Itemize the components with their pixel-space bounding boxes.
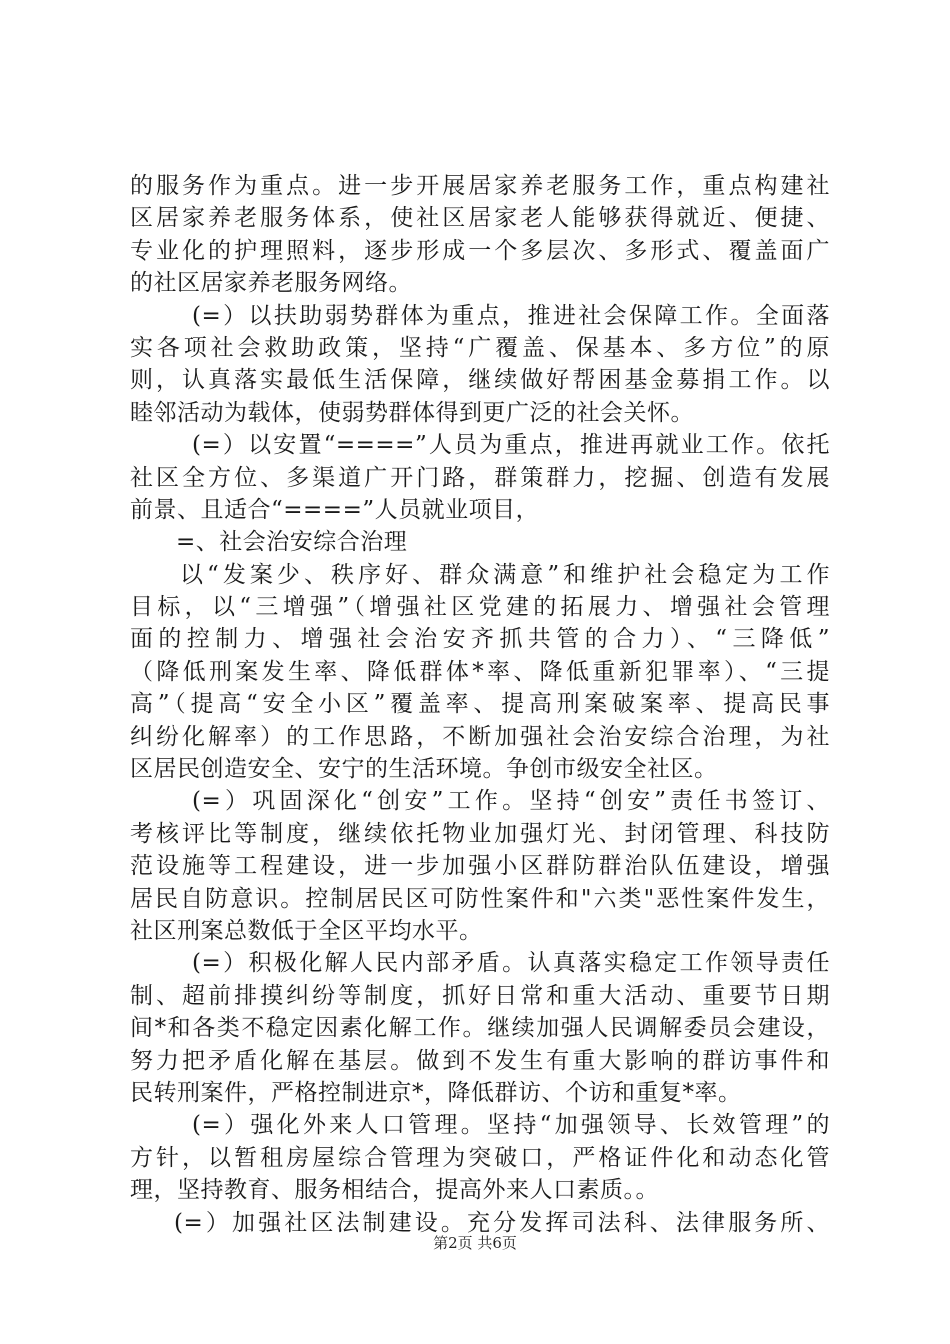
text-line: 面的控制力、增强社会治安齐抓共管的合力）、“三降低” — [130, 626, 830, 653]
text-line: 居民自防意识。控制居民区可防性案件和"六类"恶性案件发生， — [130, 885, 830, 912]
text-line: 实各项社会救助政策，坚持“广覆盖、保基本、多方位”的原 — [130, 334, 830, 361]
text-line: 纠纷化解率）的工作思路，不断加强社会治安综合治理，为社 — [130, 723, 830, 750]
text-line: 制、超前排摸纠纷等制度，抓好日常和重大活动、重要节日期 — [130, 982, 830, 1009]
text-line: （降低刑案发生率、降低群体*率、降低重新犯罪率）、“三提 — [130, 658, 830, 685]
text-line: 的服务作为重点。进一步开展居家养老服务工作，重点构建社 — [130, 173, 830, 199]
text-line: (=）巩固深化“创安”工作。坚持“创安”责任书签订、 — [192, 788, 830, 815]
text-line: =、社会治安综合治理 — [176, 529, 408, 556]
text-line: (=）加强社区法制建设。充分发挥司法科、法律服务所、 — [174, 1209, 830, 1236]
page-footer: 第2页 共6页 — [433, 1234, 517, 1252]
document-body — [130, 170, 830, 1239]
text-line: 专业化的护理照料，逐步形成一个多层次、多形式、覆盖面广 — [130, 237, 830, 264]
text-line: 理，坚持教育、服务相结合，提高外来人口素质。。 — [130, 1177, 659, 1204]
text-line: (=）强化外来人口管理。坚持“加强领导、长效管理”的 — [192, 1112, 830, 1139]
text-line: 高”（提高“安全小区”覆盖率、提高刑案破案率、提高民事 — [130, 691, 830, 718]
text-line: 的社区居家养老服务网络。 — [130, 270, 412, 297]
text-line: 睦邻活动为载体，使弱势群体得到更广泛的社会关怀。 — [130, 399, 694, 426]
text-line: 目标，以“三增强”（增强社区党建的拓展力、增强社会管理 — [130, 594, 830, 621]
text-line: 间*和各类不稳定因素化解工作。继续加强人民调解委员会建设， — [130, 1015, 830, 1042]
text-line: 范设施等工程建设，进一步加强小区群防群治队伍建设，增强 — [130, 853, 830, 880]
text-line: 方针，以暂租房屋综合管理为突破口，严格证件化和动态化管 — [130, 1144, 830, 1171]
text-line: 民转刑案件，严格控制进京*，降低群访、个访和重复*率。 — [130, 1079, 742, 1106]
text-line: 前景、且适合“====”人员就业项目， — [130, 496, 540, 523]
text-line: 社区全方位、多渠道广开门路，群策群力，挖掘、创造有发展 — [130, 464, 830, 491]
text-line: 努力把矛盾化解在基层。做到不发生有重大影响的群访事件和 — [130, 1047, 830, 1074]
text-line: 则，认真落实最低生活保障，继续做好帮困基金募捐工作。以 — [130, 367, 830, 394]
text-line: (=）以安置“====”人员为重点，推进再就业工作。依托 — [192, 432, 830, 459]
text-line: (=）以扶助弱势群体为重点，推进社会保障工作。全面落 — [192, 302, 830, 329]
text-line: 区居民创造安全、安宁的生活环境。争创市级安全社区。 — [130, 756, 718, 783]
text-line: 社区刑案总数低于全区平均水平。 — [130, 917, 483, 944]
text-line: (=）积极化解人民内部矛盾。认真落实稳定工作领导责任 — [192, 950, 830, 977]
text-line: 以“发案少、秩序好、群众满意”和维护社会稳定为工作 — [180, 561, 830, 588]
text-line: 区居家养老服务体系，使社区居家老人能够获得就近、便捷、 — [130, 205, 830, 232]
text-line: 考核评比等制度，继续依托物业加强灯光、封闭管理、科技防 — [130, 820, 830, 847]
